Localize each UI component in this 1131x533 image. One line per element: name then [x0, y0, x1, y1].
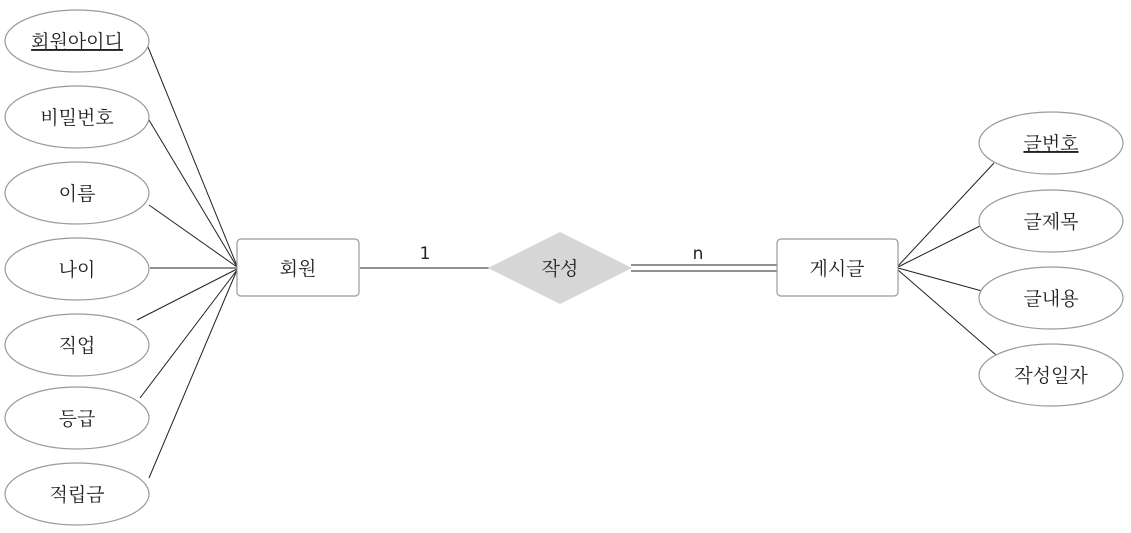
- attribute-points: [5, 463, 149, 525]
- attribute-post-date: [979, 344, 1123, 406]
- entity-post: [777, 239, 898, 296]
- attribute-points-label: 적립금: [49, 484, 105, 506]
- attribute-member-id: [5, 10, 149, 72]
- entity-member-label: 회원: [279, 258, 317, 280]
- connector-member-id: [146, 42, 237, 266]
- attribute-age-label: 나이: [58, 259, 96, 281]
- relationship-write-label: 작성: [541, 258, 579, 280]
- attribute-post-number-label: 글번호: [1023, 133, 1079, 155]
- connector-job: [137, 269, 237, 320]
- attribute-post-date-label: 작성일자: [1014, 365, 1088, 387]
- entity-post-label: 게시글: [809, 258, 865, 280]
- cardinality-many: n: [692, 244, 704, 264]
- connector-points: [149, 270, 237, 478]
- connector-post-content: [898, 268, 982, 291]
- attribute-member-id-label: 회원아이디: [31, 31, 123, 53]
- attribute-grade: [5, 387, 149, 449]
- entity-member: [237, 239, 359, 296]
- connector-name: [149, 205, 237, 267]
- attribute-job-label: 직업: [58, 335, 96, 357]
- attribute-password-label: 비밀번호: [40, 107, 114, 129]
- connector-post-date: [898, 270, 996, 355]
- attribute-post-content-label: 글내용: [1023, 288, 1079, 310]
- connector-post-number: [898, 163, 994, 266]
- connector-grade: [140, 270, 237, 398]
- member-attribute-connectors: [137, 42, 237, 478]
- attribute-post-content: [979, 267, 1123, 329]
- attribute-job: [5, 314, 149, 376]
- attribute-post-title-label: 글제목: [1023, 211, 1079, 233]
- attribute-grade-label: 등급: [58, 408, 96, 430]
- relationship-write: [488, 232, 632, 304]
- attribute-password: [5, 86, 149, 148]
- connector-password: [149, 120, 237, 267]
- attribute-post-number: [979, 112, 1123, 174]
- attribute-post-title: [979, 190, 1123, 252]
- cardinality-one: 1: [419, 244, 431, 264]
- connector-post-title: [898, 225, 982, 267]
- attribute-name: [5, 162, 149, 224]
- attribute-name-label: 이름: [58, 183, 96, 205]
- post-attribute-connectors: [898, 163, 996, 355]
- attribute-age: [5, 238, 149, 300]
